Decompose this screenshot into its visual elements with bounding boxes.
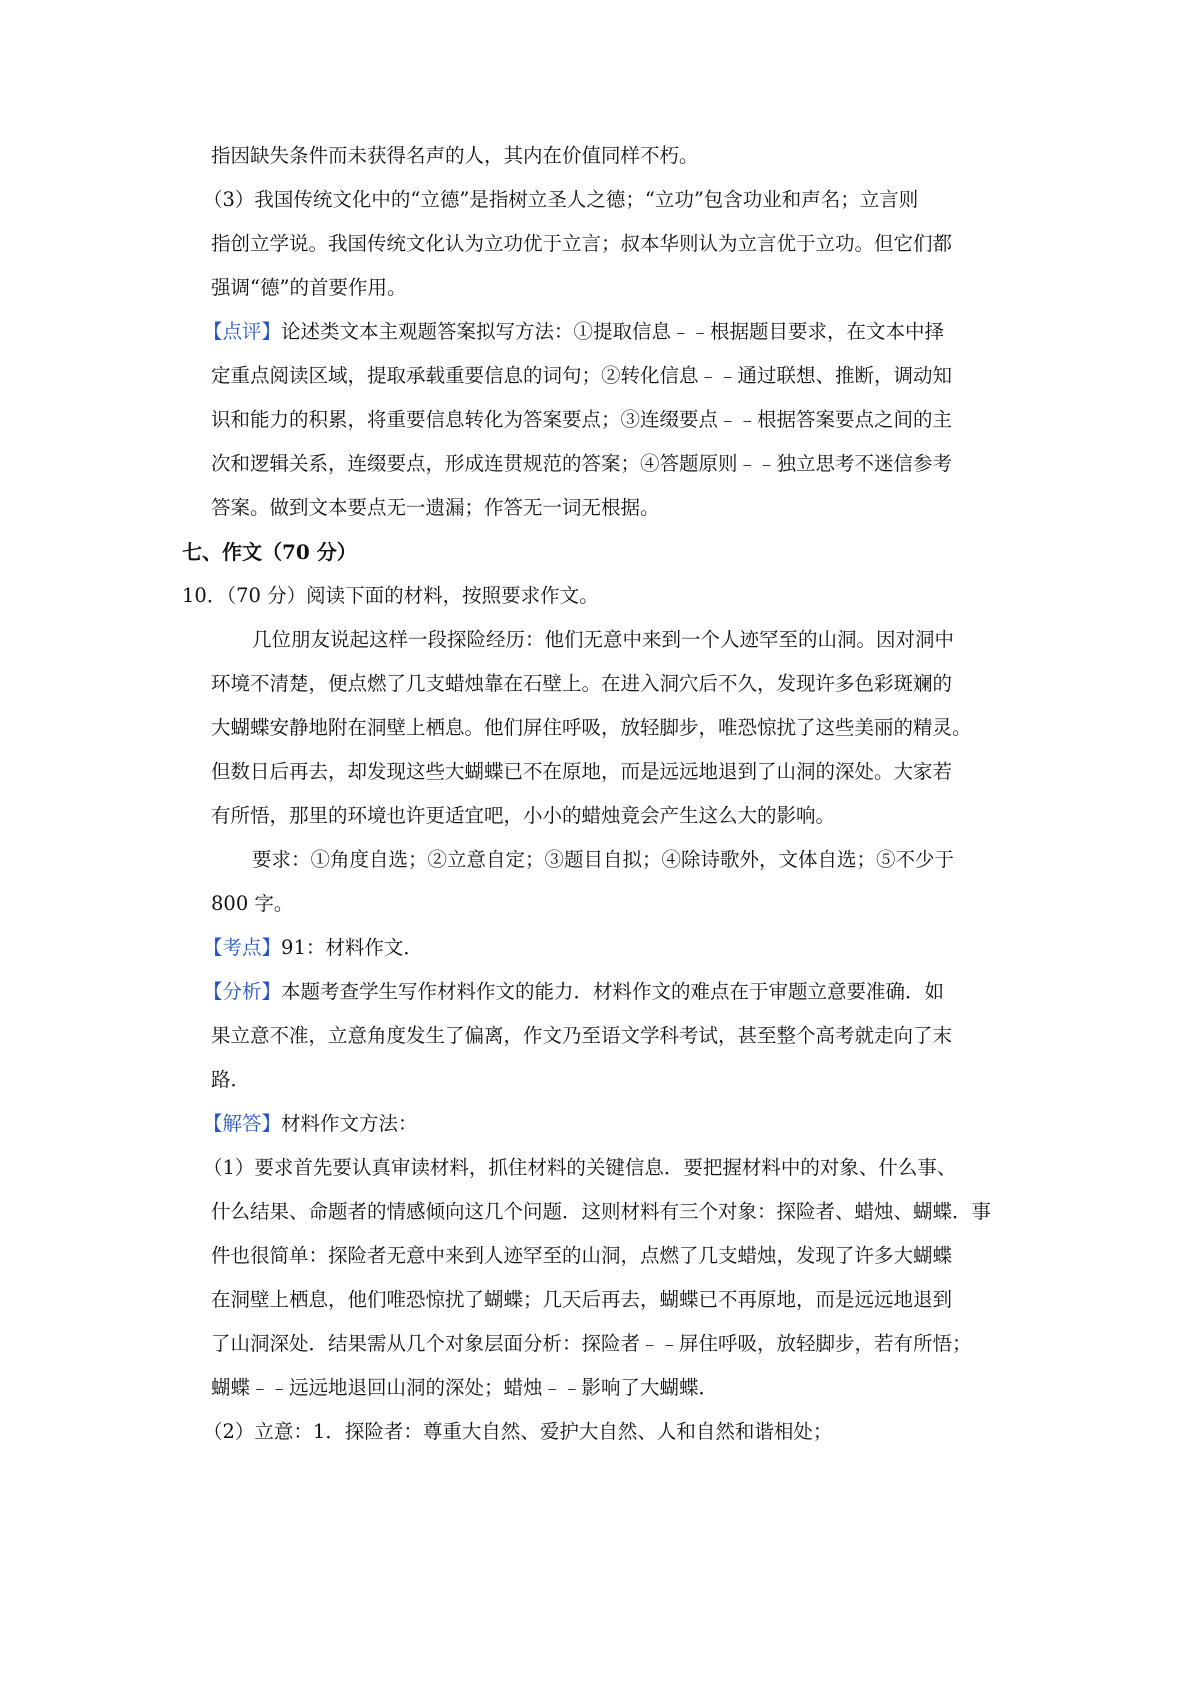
text-line: 强调“德”的首要作用。	[211, 276, 407, 299]
kaodian-tag: 【考点】	[203, 936, 282, 959]
answer-line: （1）要求首先要认真审读材料，抓住材料的关键信息．要把握材料中的对象、什么事、	[203, 1156, 957, 1179]
text-line: 定重点阅读区域，提取承载重要信息的词句；②转化信息﹣﹣通过联想、推断，调动知	[211, 364, 953, 387]
jieda-line	[203, 1110, 418, 1138]
requirement-line: 800 字。	[211, 892, 294, 915]
material-line: 但数日后再去，却发现这些大蝴蝶已不在原地，而是远远地退到了山洞的深处。大家若	[211, 760, 953, 783]
jieda-text: 材料作文方法：	[281, 1112, 418, 1135]
text-line: 路．	[211, 1068, 251, 1091]
text-line: 指创立学说。我国传统文化认为立功优于立言；叔本华则认为立言优于立功。但它们都	[211, 232, 953, 255]
requirement-line: 要求：①角度自选；②立意自定；③题目自拟；④除诗歌外，文体自选；⑤不少于	[252, 848, 955, 871]
material-line: 环境不清楚，便点燃了几支蜡烛靠在石壁上。在进入洞穴后不久，发现许多色彩斑斓的	[211, 672, 953, 695]
text-line: 果立意不准，立意角度发生了偏离，作文乃至语文学科考试，甚至整个高考就走向了末	[211, 1024, 953, 1047]
section-heading: 七、作文（70 分）	[182, 540, 357, 564]
fenxi-tag: 【分析】	[203, 980, 282, 1003]
comment-line	[203, 318, 944, 346]
answer-line: 件也很简单：探险者无意中来到人迹罕至的山洞，点燃了几支蜡烛，发现了许多大蝴蝶	[211, 1244, 953, 1267]
text-line: 答案。做到文本要点无一遗漏；作答无一词无根据。	[211, 496, 660, 519]
jieda-tag: 【解答】	[203, 1112, 282, 1135]
question-10: 10．（70 分）阅读下面的材料，按照要求作文。	[182, 584, 599, 607]
answer-line: 蝴蝶﹣﹣远远地退回山洞的深处；蜡烛﹣﹣影响了大蝴蝶．	[211, 1376, 719, 1399]
fenxi-text: 本题考查学生写作材料作文的能力．材料作文的难点在于审题立意要准确．如	[281, 980, 945, 1003]
fenxi-line	[203, 978, 944, 1006]
text-line: 次和逻辑关系，连缀要点，形成连贯规范的答案；④答题原则﹣﹣独立思考不迷信参考	[211, 452, 953, 475]
material-line: 有所悟，那里的环境也许更适宜吧，小小的蜡烛竟会产生这么大的影响。	[211, 804, 836, 827]
kaodian-line	[203, 934, 423, 962]
answer-line: （2）立意：1．探险者：尊重大自然、爱护大自然、人和自然和谐相处；	[203, 1420, 833, 1443]
material-line: 大蝴蝶安静地附在洞壁上栖息。他们屏住呼吸，放轻脚步，唯恐惊扰了这些美丽的精灵。	[211, 716, 972, 739]
answer-line: 什么结果、命题者的情感倾向这几个问题．这则材料有三个对象：探险者、蜡烛、蝴蝶．事	[211, 1200, 992, 1223]
kaodian-text: 91：材料作文．	[281, 936, 423, 959]
answer-line: 了山洞深处．结果需从几个对象层面分析：探险者﹣﹣屏住呼吸，放轻脚步，若有所悟；	[211, 1332, 972, 1355]
text-line: 指因缺失条件而未获得名声的人，其内在价值同样不朽。	[211, 144, 699, 167]
comment-text: 论述类文本主观题答案拟写方法：①提取信息﹣﹣根据题目要求，在文本中择	[281, 320, 945, 343]
text-line: 识和能力的积累，将重要信息转化为答案要点；③连缀要点﹣﹣根据答案要点之间的主	[211, 408, 953, 431]
material-line: 几位朋友说起这样一段探险经历：他们无意中来到一个人迹罕至的山洞。因对洞中	[252, 628, 955, 651]
comment-tag: 【点评】	[203, 320, 282, 343]
text-line: （3）我国传统文化中的“立德”是指树立圣人之德；“立功”包含功业和声名；立言则	[203, 188, 919, 211]
answer-line: 在洞壁上栖息，他们唯恐惊扰了蝴蝶；几天后再去，蝴蝶已不再原地，而是远远地退到	[211, 1288, 953, 1311]
